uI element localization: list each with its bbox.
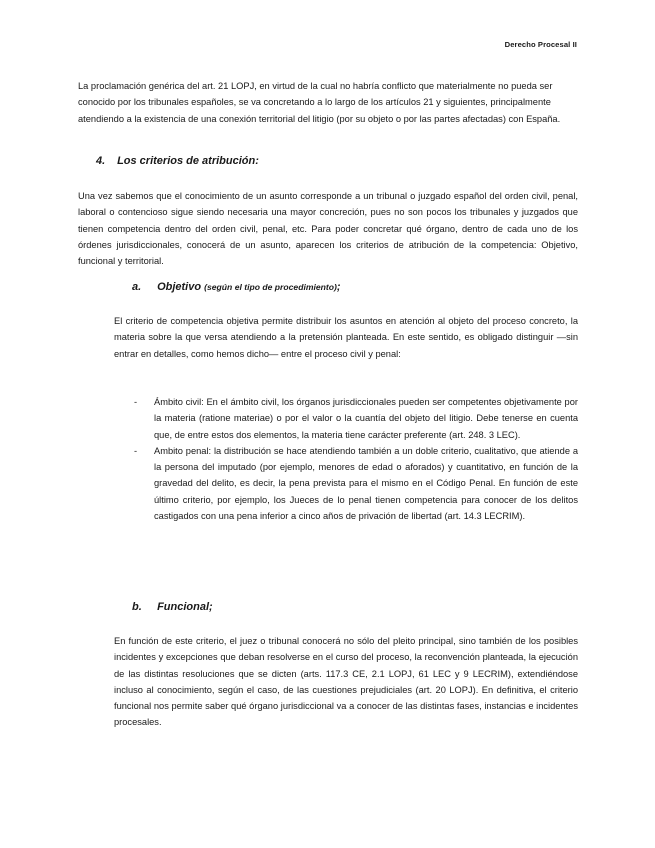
list-item — [134, 394, 578, 443]
subheading-title: Objetivo — [157, 281, 202, 293]
subheading-funcional — [132, 601, 213, 613]
section-heading-criterios — [96, 155, 259, 167]
subheading-letter: a. — [132, 281, 142, 293]
list-item-text: Ámbito civil: En el ámbito civil, los órganos jurisdiccionales pueden ser competentes objetivamente por la materia (ratione materiae) o por el valor o la cuantía del objeto del litigio. Debe tenerse en cuenta que, de entre estos dos elementos, la materia tiene carácter preferente (art. 248. 3 LEC). — [154, 397, 578, 440]
subheading-subtitle: (según el tipo de procedimiento) — [204, 282, 337, 292]
list-item-text: Ambito penal: la distribución se hace atendiendo también a un doble criterio, cualitativo, que atiende a la persona del imputado (por ejemplo, menores de edad o aforados) y cuantitativo, en función de la gravedad del delito, es decir, la pena prevista para el mismo en el Código Penal. En función de este último criterio, por ejemplo, los Jueces de lo penal tienen competencia para conocer de los delitos castigados con una pena inferior a cinco años de privación de libertad (art. 14.3 LECRIM). — [154, 445, 578, 522]
ambito-list — [134, 394, 578, 524]
subheading-title: Funcional; — [157, 601, 213, 613]
list-item — [134, 443, 578, 524]
section-title: Los criterios de atribución: — [117, 155, 259, 167]
list-marker: - — [134, 397, 138, 407]
section-number: 4. — [96, 155, 106, 167]
criterios-paragraph: Una vez sabemos que el conocimiento de un asunto corresponde a un tribunal o juzgado español del orden civil, penal, laboral o contencioso sigue siendo necesaria una mayor concreción, pues no son pocos los tribunales y juzgados que tienen competencia dentro del orden civil, penal, etc. Para poder concretar qué órgano, dentro de cada uno de los órdenes jurisdiccionales, conocerá de un asunto, aparecen los criterios de atribución de la competencia: Objetivo, funcional y territorial. — [78, 191, 578, 267]
subheading-suffix: ; — [336, 281, 341, 293]
intro-paragraph: La proclamación genérica del art. 21 LOPJ, en virtud de la cual no habría conflicto que materialmente no pueda ser conocido por los tribunales españoles, se va concretando a lo largo de los artículos 21 y siguientes, principalmente atendiendo a la existencia de una conexión territorial del litigio (por su objeto o por las partes afectadas) con España. — [78, 81, 561, 124]
list-marker: - — [134, 445, 138, 456]
objetivo-paragraph: El criterio de competencia objetiva permite distribuir los asuntos en atención al objeto del proceso concreto, la materia sobre la que versa atendiendo a la pretensión planteada. En este sentido, es obligado distinguir —sin entrar en detalles, como hemos dicho— entre el proceso civil y penal: — [114, 316, 578, 359]
funcional-paragraph: En función de este criterio, el juez o tribunal conocerá no sólo del pleito principal, sino también de los posibles incidentes y excepciones que deban resolverse en el curso del proceso, la reconvención planteada, la ejecución de las distintas resoluciones que se dicten (arts. 117.3 CE, 2.1 LOPJ, 61 LEC y 9 LECRIM), extendiéndose incluso al conocimiento, según el caso, de las cuestiones prejudiciales (art. 20 LOPJ). En definitiva, el criterio funcional nos permite saber qué órgano jurisdiccional va a conocer de las distintas fases, instancias e incidentes procesales. — [114, 636, 578, 728]
running-header: Derecho Procesal II — [504, 40, 577, 49]
subheading-letter: b. — [132, 601, 142, 613]
subheading-objetivo — [132, 281, 341, 293]
